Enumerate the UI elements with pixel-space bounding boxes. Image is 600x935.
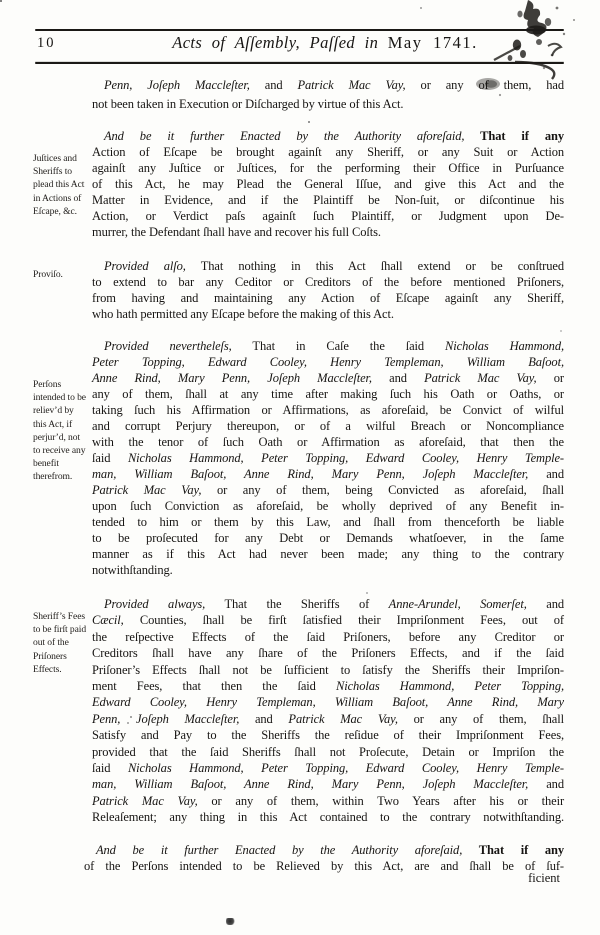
text-line xyxy=(92,144,564,160)
text-line xyxy=(92,95,564,114)
italic-text: Nicholas Hammond, Peter Topping, xyxy=(335,678,564,693)
paragraph xyxy=(92,338,564,578)
roman-text: or any of them, within Two Years after his or their xyxy=(197,793,565,808)
text-line xyxy=(92,530,564,546)
roman-text: taking ſuch his Affirmation or Affirmations, as aforeſaid, be Convict of wilful xyxy=(92,403,564,417)
text-line xyxy=(92,498,564,514)
header-rule-bottom xyxy=(35,62,564,64)
roman-text: manner as if this Act had never been made; any thing to the contrary xyxy=(92,547,564,561)
roman-text: ment Fees, that then the ſaid xyxy=(92,678,336,693)
paragraph xyxy=(84,842,564,874)
margin-note: Sheriff’s Fees to be firſt paid out of the Priſoners Effects. xyxy=(33,611,87,675)
italic-text: Anne Rind, Mary Penn, Joſeph Maccleſter, xyxy=(92,371,372,385)
text-line xyxy=(92,434,564,450)
text-line xyxy=(92,678,564,694)
text-line xyxy=(92,418,564,434)
italic-text: Provided always, xyxy=(104,597,206,611)
italic-text: Anne-Arundel, Somerſet, xyxy=(388,597,527,611)
roman-text: and xyxy=(526,597,565,611)
text-line xyxy=(92,466,564,482)
italic-text: Patrick Mac Vay, xyxy=(288,711,398,726)
italic-text: man, William Baſoot, Anne Rind, Mary Penn, Joſeph Maccleſter, xyxy=(92,467,529,481)
roman-text: Action, or Verdict paſs againſt ſuch Plaintiff, or Judgment upon De- xyxy=(92,209,564,223)
italic-text: Penn, Joſeph Maccleſter, xyxy=(92,711,240,726)
roman-text: tended to him or them by this Law, and ſhall from thenceforth be liable xyxy=(92,515,564,529)
text-line xyxy=(92,694,564,710)
italic-text: Nicholas Hammond, Peter Topping, Edward Cooley, Henry Temple- xyxy=(127,451,564,465)
roman-text: of this Act, he may Plead the General Iſſue, and give this Act and the xyxy=(92,177,564,191)
roman-text: provided that the ſaid Sheriffs ſhall not Proſecute, Detain or Impriſon the xyxy=(92,744,564,759)
italic-text: Patrick Mac Vay, xyxy=(92,483,202,497)
roman-text: murrer, the Defendant ſhall have and recover his full Coſts. xyxy=(92,225,381,239)
roman-text: Releaſement; any thing in this Act contained to the contrary notwithſtanding. xyxy=(92,810,564,825)
italic-text: Cæcil, xyxy=(92,613,124,628)
catchword: ficient xyxy=(528,871,560,885)
roman-text: That if any xyxy=(462,843,565,857)
roman-text: and xyxy=(528,467,564,481)
italic-text: And be it further Enacted by the Authority aforeſaid, xyxy=(96,843,463,857)
text-line xyxy=(92,711,564,727)
margin-note: Proviſo. xyxy=(33,269,63,280)
roman-text: or any of them, ſhall xyxy=(397,711,564,726)
roman-text: to be proſecuted for any Debt or Demands whatſoever, in the ſame xyxy=(92,531,564,545)
roman-text: and xyxy=(371,371,425,385)
roman-text: from having and maintaining any Action of Eſcape againſt any Sheriff, xyxy=(92,291,564,305)
text-line xyxy=(92,386,564,402)
roman-text: and xyxy=(528,777,564,792)
text-line xyxy=(92,514,564,530)
text-line xyxy=(92,176,564,192)
italic-text: Nicholas Hammond, xyxy=(445,339,565,353)
italic-text: Penn, Joſeph Maccleſter, xyxy=(104,78,250,92)
paragraph xyxy=(92,258,564,322)
italic-text: Peter Topping, Edward Cooley, Henry Templeman, William Baſoot, xyxy=(92,355,564,369)
roman-text: or any of them, being Convicted as aforeſaid, ſhall xyxy=(201,483,564,497)
text-line xyxy=(92,629,564,645)
roman-text: the reſpective Effects of the ſaid Priſoners, before any Creditor or xyxy=(92,629,564,644)
text-line xyxy=(92,338,564,354)
text-line xyxy=(92,793,564,809)
text-line xyxy=(92,562,564,578)
italic-text: Provided alſo, xyxy=(104,259,186,273)
roman-text: who hath permitted any Eſcape before the making of this Act. xyxy=(92,307,394,321)
roman-text: Matter in Evidence, and if the Plaintiff be Non-ſuit, or diſcontinue his xyxy=(92,193,564,207)
roman-text: Action of Eſcape be brought againſt any Sheriff, or any Suit or Action xyxy=(92,145,564,159)
text-line xyxy=(92,612,564,628)
roman-text: with the tenor of ſuch Oath or Affirmation as aforeſaid, that then the xyxy=(92,435,564,449)
roman-text: notwithſtanding. xyxy=(92,563,173,577)
running-title-date: May 1741. xyxy=(387,33,478,52)
italic-text: Edward Cooley, Henry Templeman, William Baſoot, Anne Rind, Mary xyxy=(92,695,564,710)
printers-mark xyxy=(226,918,235,925)
text-line xyxy=(84,858,564,874)
italic-text: Patrick Mac Vay, xyxy=(424,371,537,385)
roman-text: Counties, ſhall be firſt ſatisfied their Impriſonment Fees, out of xyxy=(123,613,564,628)
roman-text: to extend to bar any Ceditor or Creditors of the before mentioned Priſoners, xyxy=(92,275,564,289)
italic-text: Patrick Mac Vay, xyxy=(92,793,198,808)
roman-text: Creditors ſhall have any ſhare of the Priſoners Effects, and if the ſaid xyxy=(92,646,564,661)
text-line xyxy=(92,482,564,498)
text-line xyxy=(92,776,564,792)
roman-text: That in Caſe the ſaid xyxy=(231,339,446,353)
roman-text: Priſoner’s Effects ſhall not be ſufficient to ſatisfy the Sheriffs their Impriſon- xyxy=(92,662,564,677)
roman-text: That the Sheriffs of xyxy=(205,597,389,611)
text-line xyxy=(92,128,564,144)
roman-text: That if any xyxy=(464,129,564,143)
text-line xyxy=(92,354,564,370)
italic-text: Patrick Mac Vay, xyxy=(297,78,406,92)
roman-text: Satisfy and Pay to the Sheriffs the reſidue of their Impriſonment Fees, xyxy=(92,728,564,743)
text-line xyxy=(92,274,564,290)
margin-note: Perſons intended to be reliev’d by this Act, if perjur’d, not to receive any benefit therefrom. xyxy=(33,379,86,483)
text-line xyxy=(92,546,564,562)
paragraph xyxy=(92,596,564,825)
paragraph xyxy=(92,128,564,240)
text-line xyxy=(92,224,564,240)
roman-text: ſaid xyxy=(92,451,128,465)
roman-text: againſt any Juſtice or Juſtices, for the performing their Office in Purſuance xyxy=(92,161,564,175)
running-title-italic: Acts of Aſſembly, Paſſed in xyxy=(172,33,379,52)
roman-text: and xyxy=(249,78,298,92)
text-line xyxy=(92,645,564,661)
text-line xyxy=(92,662,564,678)
roman-text: That nothing in this Act ſhall extend or be conſtrued xyxy=(185,259,564,273)
italic-text: man, William Baſoot, Anne Rind, Mary Penn, Joſeph Maccleſter, xyxy=(92,777,529,792)
text-line xyxy=(92,258,564,274)
running-title xyxy=(90,33,560,53)
roman-text: or xyxy=(536,371,564,385)
italic-text: And be it further Enacted by the Authority aforeſaid, xyxy=(104,129,465,143)
text-line xyxy=(92,76,564,95)
text-line xyxy=(92,809,564,825)
roman-text: of the Perſons intended to be Relieved by this Act, are and ſhall be of ſuf- xyxy=(84,859,564,873)
scan-speckles xyxy=(0,0,2,2)
text-line xyxy=(92,744,564,760)
roman-text: upon ſuch Conviction as aforeſaid, be wholly deprived of any Benefit in- xyxy=(92,499,564,513)
roman-text: or any of them, had xyxy=(405,78,565,92)
header-rule-top xyxy=(35,29,564,31)
roman-text: not been taken in Execution or Diſcharged by virtue of this Act. xyxy=(92,97,404,111)
roman-text: and xyxy=(239,711,289,726)
text-line xyxy=(92,290,564,306)
paragraph xyxy=(92,76,564,114)
text-line xyxy=(92,450,564,466)
text-line xyxy=(92,760,564,776)
text-line xyxy=(92,727,564,743)
text-line xyxy=(92,370,564,386)
text-line xyxy=(84,842,564,858)
text-line xyxy=(92,192,564,208)
text-line xyxy=(92,160,564,176)
text-line xyxy=(92,208,564,224)
page-number: 10 xyxy=(37,35,56,51)
margin-note: Juſtices and Sheriffs to plead this Act in Actions of Eſcape, &c. xyxy=(33,153,85,217)
roman-text: any of them, ſhall at any time after making ſuch his Oath or Oaths, or xyxy=(92,387,564,401)
roman-text: ſaid xyxy=(92,760,128,775)
italic-text: Provided nevertheleſs, xyxy=(104,339,232,353)
roman-text: and corrupt Perjury thereupon, or of a wilful Breach or Noncompliance xyxy=(92,419,564,433)
text-line xyxy=(92,402,564,418)
text-line xyxy=(92,306,564,322)
italic-text: Nicholas Hammond, Peter Topping, Edward Cooley, Henry Temple- xyxy=(127,760,564,775)
text-line xyxy=(92,596,564,612)
